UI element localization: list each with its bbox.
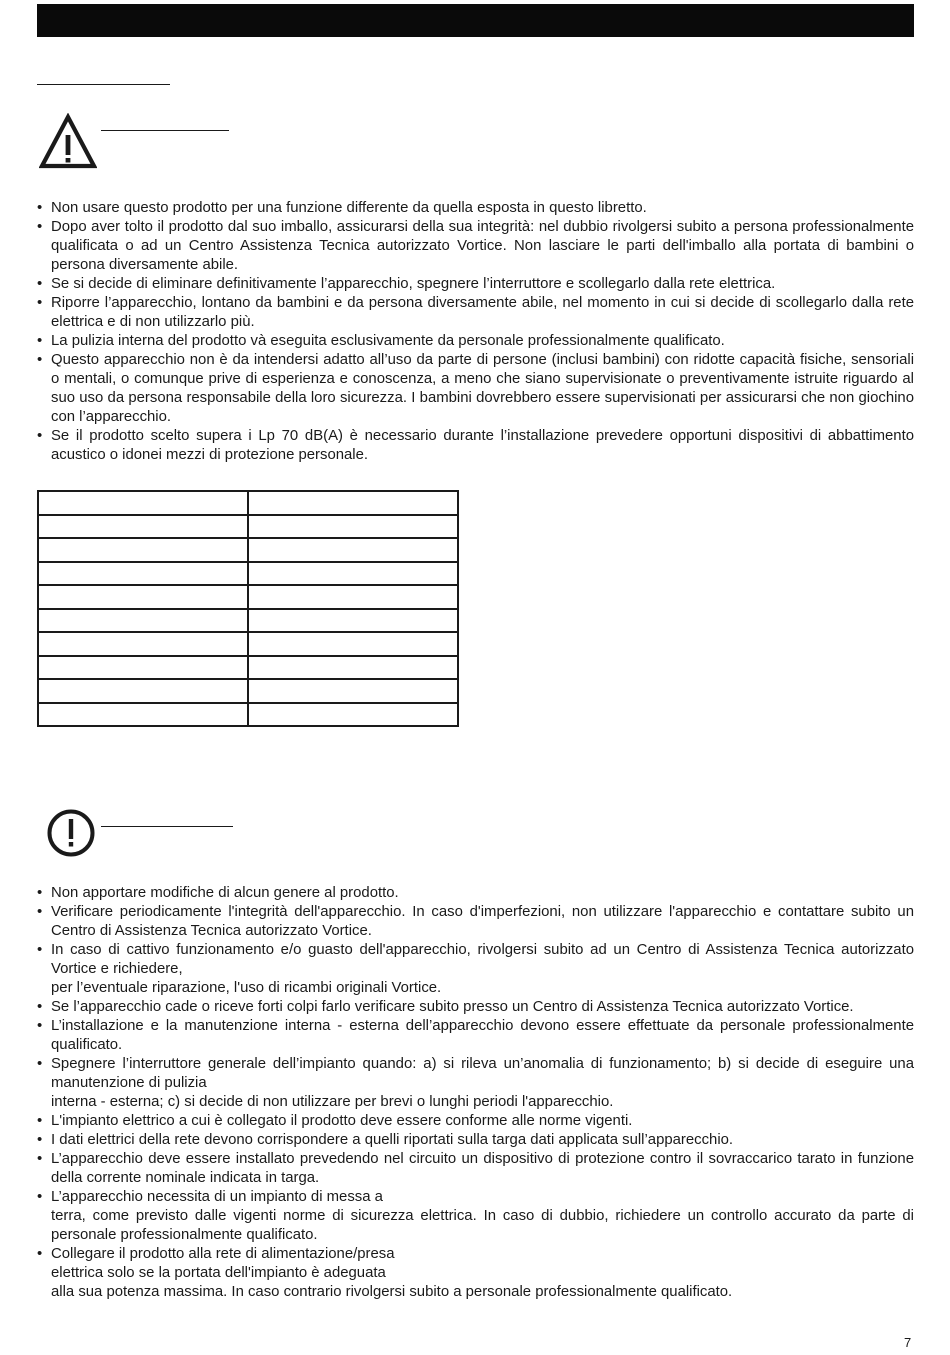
table-cell (38, 656, 248, 680)
warning-triangle-icon (39, 113, 97, 169)
bullet-text: • Se si decide di eliminare definitivamente l’apparecchio, spegnere l’interruttore e scollegarlo dalla rete elettrica. (51, 276, 776, 292)
bullet-item (37, 1112, 914, 1131)
bullet-text: elettrica solo se la portata dell'impianto è adeguata (51, 1265, 386, 1281)
table-row (38, 703, 458, 727)
bullet-text: • In caso di cattivo funzionamento e/o guasto dell'apparecchio, rivolgersi subito ad un Centro di Assistenza Tecnica autorizzato Vortice e richiedere, (51, 942, 914, 977)
bullet-item (37, 332, 914, 351)
exclamation-circle-icon (46, 808, 96, 858)
table-row (38, 585, 458, 609)
bullet-item (37, 1150, 914, 1188)
table-cell (248, 585, 458, 609)
table-cell (38, 562, 248, 586)
table-row (38, 656, 458, 680)
table-cell (248, 562, 458, 586)
bullet-text: alla sua potenza massima. In caso contrario rivolgersi subito a personale professionalmente qualificato. (51, 1284, 733, 1300)
table-row (38, 491, 458, 515)
bullet-text: interna - esterna; c) si decide di non utilizzare per brevi o lunghi periodi l'apparecchio. (51, 1094, 614, 1110)
page-number: 7 (904, 1335, 912, 1350)
bullet-item (37, 903, 914, 941)
table-cell (38, 515, 248, 539)
bullet-item (37, 275, 914, 294)
bullet-item (37, 941, 914, 998)
table-row (38, 515, 458, 539)
bullet-text: • Verificare periodicamente l'integrità dell'apparecchio. In caso d'imperfezioni, non utilizzare l'apparecchio e contattare subito un Centro di Assistenza Tecnica autorizzato Vortice. (51, 904, 914, 939)
data-table (37, 490, 459, 727)
bullet-text: • Collegare il prodotto alla rete di alimentazione/presa (51, 1246, 395, 1262)
bullet-text: • Se il prodotto scelto supera i Lp 70 dB(A) è necessario durante l’installazione prevedere opportuni dispositivi di abbattimento acustico o idonei mezzi di protezione personale. (51, 428, 914, 463)
bullet-text: • I dati elettrici della rete devono corrispondere a quelli riportati sulla targa dati applicata sull’apparecchio. (51, 1132, 734, 1148)
table-cell (248, 656, 458, 680)
caution-heading-rule (101, 826, 233, 827)
bullet-text: • Se l’apparecchio cade o riceve forti colpi farlo verificare subito presso un Centro di Assistenza Tecnica autorizzato Vortice. (51, 999, 854, 1015)
table-row (38, 538, 458, 562)
bullet-text: • L’apparecchio deve essere installato prevedendo nel circuito un dispositivo di protezione contro il sovraccarico tarato in funzione della corrente nominale indicata in targa. (51, 1151, 914, 1186)
table-cell (248, 491, 458, 515)
bullet-text: • Riporre l’apparecchio, lontano da bambini e da persona diversamente abile, nel momento in cui si decide di scollegarlo dalla rete elettrica e di non utilizzarlo più. (51, 295, 914, 330)
bullet-text: • Non usare questo prodotto per una funzione differente da quella esposta in questo libretto. (51, 200, 647, 216)
table-row (38, 562, 458, 586)
bullet-text: • L’installazione e la manutenzione interna - esterna dell’apparecchio devono essere effettuate da personale professionalmente qualificato. (51, 1018, 914, 1053)
bullet-item (37, 294, 914, 332)
table-cell (248, 703, 458, 727)
bullet-item (37, 884, 914, 903)
bullet-item (37, 199, 914, 218)
bullet-text: • L’apparecchio necessita di un impianto di messa a (51, 1189, 383, 1205)
table-row (38, 679, 458, 703)
bullet-item (37, 1131, 914, 1150)
bullet-item (37, 1188, 914, 1245)
bullet-item (37, 1017, 914, 1055)
bullet-text: terra, come previsto dalle vigenti norme di sicurezza elettrica. In caso di dubbio, richiedere un controllo accurato da parte di personale professionalmente qualificato. (51, 1208, 914, 1243)
header-bar (37, 4, 914, 37)
bullet-item (37, 351, 914, 427)
caution-notes-list (37, 884, 914, 1302)
table-row (38, 609, 458, 633)
table-cell (248, 538, 458, 562)
table-cell (38, 491, 248, 515)
bullet-item (37, 1245, 914, 1302)
bullet-text: • L'impianto elettrico a cui è collegato il prodotto deve essere conforme alle norme vigenti. (51, 1113, 633, 1129)
table-cell (38, 538, 248, 562)
bullet-text: • Spegnere l’interruttore generale dell’impianto quando: a) si rileva un’anomalia di funzionamento; b) si decide di eseguire una manutenzione di pulizia (51, 1056, 914, 1091)
table-cell (248, 679, 458, 703)
bullet-item (37, 427, 914, 465)
bullet-item (37, 218, 914, 275)
bullet-text: per l’eventuale riparazione, l'uso di ricambi originali Vortice. (51, 980, 442, 996)
section-title-rule (37, 84, 170, 85)
warning-heading-rule (101, 130, 229, 131)
table-cell (248, 609, 458, 633)
table-cell (38, 679, 248, 703)
table-cell (38, 609, 248, 633)
bullet-text: • Non apportare modifiche di alcun genere al prodotto. (51, 885, 399, 901)
table-row (38, 632, 458, 656)
safety-warnings-list (37, 199, 914, 465)
bullet-text: • Questo apparecchio non è da intendersi adatto all’uso da parte di persone (inclusi bambini) con ridotte capacità fisiche, sensoriali o mentali, o comunque prive di esperienza e conoscenza, a meno che siano supervisionate o preventivamente istruite riguardo al suo uso da persona responsabile della loro sicurezza. I bambini dovrebbero essere supervisionati per assicurarsi che non giochino con l’apparecchio. (51, 352, 914, 425)
bullet-item (37, 1055, 914, 1112)
bullet-text: • La pulizia interna del prodotto và eseguita esclusivamente da personale professionalmente qualificato. (51, 333, 725, 349)
table-cell (38, 585, 248, 609)
bullet-text: • Dopo aver tolto il prodotto dal suo imballo, assicurarsi della sua integrità: nel dubbio rivolgersi subito a persona professionalmente qualificata o ad un Centro Assistenza Tecnica autorizzato Vortice. Non lasciare le parti dell'imballo alla portata di bambini o persona diversamente abile. (51, 219, 914, 273)
table-cell (38, 632, 248, 656)
table-cell (248, 515, 458, 539)
table-cell (38, 703, 248, 727)
table-cell (248, 632, 458, 656)
bullet-item (37, 998, 914, 1017)
